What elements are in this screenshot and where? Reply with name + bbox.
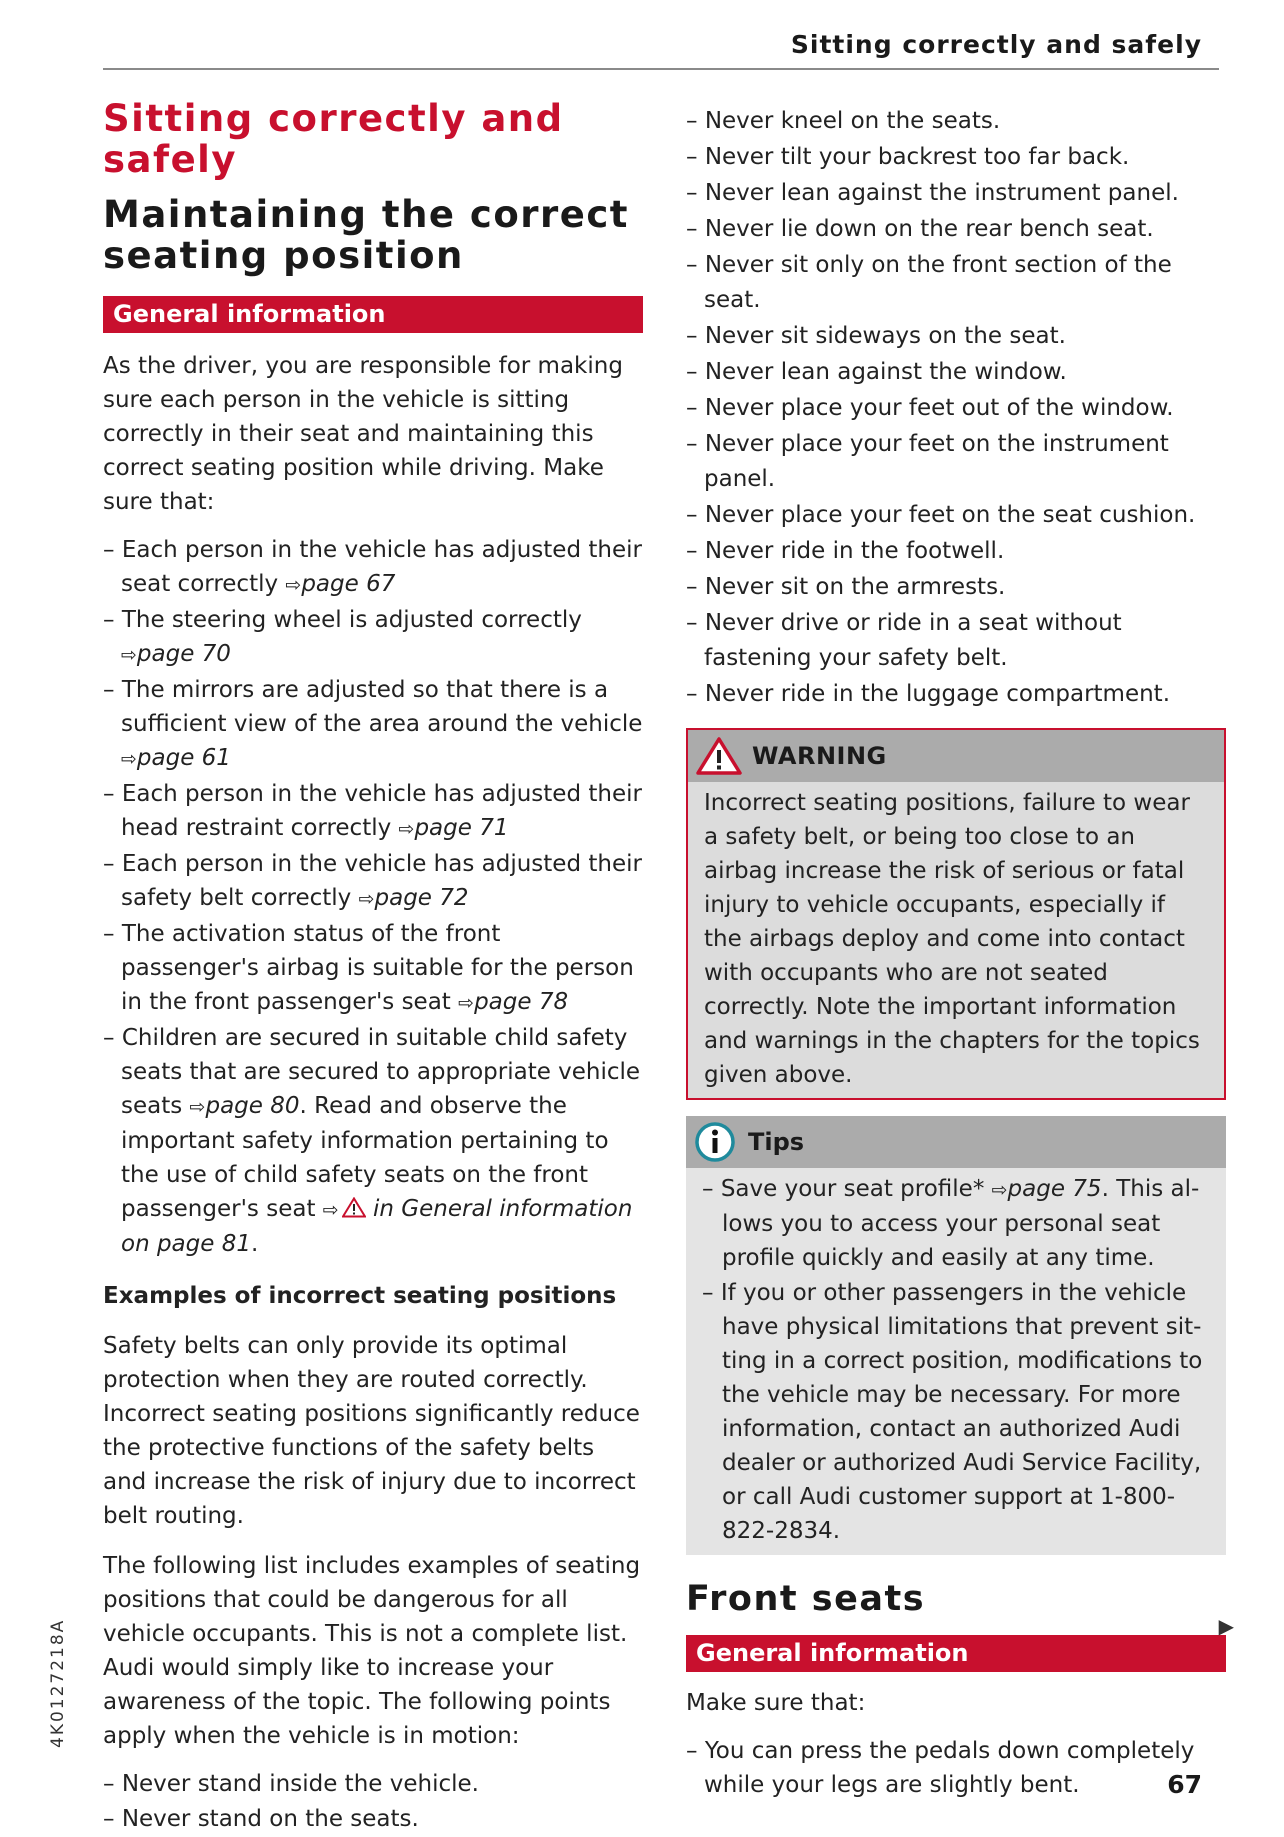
page-reference[interactable]: page 67 [301, 571, 396, 597]
warning-header [688, 730, 1224, 782]
list-item: – Each person in the vehicle has adjusted their seat correctly ⇨page 67 [103, 537, 642, 597]
never-list-left [103, 1767, 643, 1836]
examples-paragraph-2: The following list includes examples of seating positions that could be dangerous for all vehicle occupants. This is not a complete list. Audi would simply like to increase your awareness of the topic. The following points apply when the vehicle is in motion: [103, 1553, 641, 1749]
arrow-right-icon: ⇨ [458, 992, 475, 1014]
tips-body [686, 1168, 1226, 1555]
list-item: – Never place your feet on the instrument panel. [686, 431, 1169, 492]
list-item: – Each person in the vehicle has adjusted their safety belt correctly ⇨page 72 [103, 851, 642, 911]
list-item: – Never place your feet out of the window. [686, 395, 1174, 421]
continue-triangle-icon: ▶ [1218, 1614, 1234, 1638]
list-item: – Never sit on the armrests. [686, 574, 1006, 600]
tips-title: Tips [748, 1128, 805, 1156]
list-item: – Never sit sideways on the seat. [686, 323, 1066, 349]
page-reference[interactable]: page 80 [205, 1093, 300, 1119]
list-item: – Never stand inside the vehicle. [103, 1771, 479, 1797]
list-item: – Never ride in the luggage compartment. [686, 681, 1171, 707]
list-item: – Never tilt your backrest too far back. [686, 144, 1130, 170]
general-information-bar: General information [686, 1635, 1226, 1672]
list-item: – If you or other passengers in the vehicle have physical limitations that prevent sitting in a correct position, modifications to the vehicle may be necessary. For more information, contact an authorized Audi dealer or authorized Audi Service Facility, or call Audi customer support at 1-800-822-2834. [702, 1280, 1203, 1544]
never-list-right [686, 104, 1226, 712]
header-rule [103, 68, 1219, 70]
arrow-right-icon: ⇨ [322, 1199, 339, 1221]
examples-heading: Examples of incorrect seating positions [103, 1283, 617, 1309]
page-reference[interactable]: in General information on page 81 [121, 1196, 633, 1257]
arrow-right-icon: ⇨ [189, 1096, 206, 1118]
page-number: 67 [1167, 1770, 1202, 1799]
page-reference[interactable]: page 61 [136, 745, 231, 771]
arrow-right-icon: ⇨ [121, 748, 137, 770]
warning-triangle-icon [696, 736, 742, 776]
arrow-right-icon: ⇨ [121, 644, 137, 666]
page-reference[interactable]: page 71 [414, 815, 509, 841]
warning-box [686, 728, 1226, 1100]
arrow-right-icon: ⇨ [285, 574, 302, 596]
tips-list [702, 1172, 1212, 1548]
warning-text: Incorrect seating positions, failure to wear a safety belt, or being too close to an airbag increase the risk of serious or fatal injury to vehicle occupants, especially if the airbags deploy and come into contact with occupants who are not seated correctly. Note the important information and warnings in the chapters for the topics given above. [688, 782, 1224, 1098]
info-circle-icon [694, 1121, 736, 1163]
list-item: – Never lean against the instrument panel. [686, 180, 1179, 206]
document-code: 4K0127218A [48, 1618, 68, 1748]
list-item: – Each person in the vehicle has adjusted their head restraint correctly ⇨page 71 [103, 781, 642, 841]
list-item: – Never place your feet on the seat cushion. [686, 502, 1196, 528]
list-item: – Never sit only on the front section of the seat. [686, 252, 1172, 313]
page-reference[interactable]: page 75 [1007, 1176, 1102, 1202]
left-column [103, 98, 643, 1837]
list-item: – The mirrors are adjusted so that there is a sufficient view of the area around the vehicle ⇨page 61 [103, 677, 643, 771]
checklist [103, 533, 643, 1261]
arrow-right-icon: ⇨ [358, 888, 375, 910]
page-reference[interactable]: page 72 [374, 885, 469, 911]
tips-header [686, 1116, 1226, 1168]
warning-triangle-icon [342, 1197, 366, 1218]
list-item-children: – Children are secured in suitable child safety seats that are secured to appropriate vehicle seats ⇨page 80. Read and observe the important safety information pertaining to the use of child safety seats on the front passenger's seat ⇨ in General information on page 81. [103, 1025, 641, 1257]
page-reference[interactable]: page 70 [136, 641, 231, 667]
front-seats-title: Front seats [686, 1579, 926, 1619]
examples-paragraph-1: Safety belts can only provide its optimal protection when they are routed correctly. Incorrect seating positions significantly reduce the protective functions of the safety belts and increase the risk of injury due to incorrect belt routing. [103, 1333, 640, 1529]
tips-box [686, 1116, 1226, 1555]
list-item: – Never stand on the seats. [103, 1806, 419, 1832]
intro-paragraph: As the driver, you are responsible for making sure each person in the vehicle is sitting correctly in their seat and maintaining this correct seating position while driving. Make sure that: [103, 353, 623, 515]
list-item: – Save your seat profile* ⇨page 75. This allows you to access your personal seat profile quickly and easily at any time. [702, 1176, 1200, 1271]
list-item: – Never kneel on the seats. [686, 108, 1001, 134]
arrow-right-icon: ⇨ [991, 1179, 1008, 1201]
list-item: – You can press the pedals down completely while your legs are slightly bent. [686, 1738, 1195, 1798]
general-information-bar: General information [103, 296, 643, 333]
list-item: – Never lean against the window. [686, 359, 1067, 385]
list-item: – Never drive or ride in a seat without fastening your safety belt. [686, 610, 1122, 671]
arrow-right-icon: ⇨ [398, 818, 415, 840]
front-seats-list [686, 1734, 1226, 1802]
right-column [686, 104, 1226, 1803]
warning-title: WARNING [752, 742, 887, 770]
running-header: Sitting correctly and safely [790, 30, 1202, 59]
make-sure-text: Make sure that: [686, 1690, 866, 1716]
list-item: – The steering wheel is adjusted correctly ⇨page 70 [103, 607, 582, 667]
list-item: – Never lie down on the rear bench seat. [686, 216, 1154, 242]
list-item: – Never ride in the footwell. [686, 538, 1005, 564]
page-reference[interactable]: page 78 [474, 989, 569, 1015]
chapter-title: Sitting correctly and safely [103, 97, 564, 181]
list-item: – The activation status of the front passenger's airbag is suitable for the person in the front passenger's seat ⇨page 78 [103, 921, 634, 1015]
section-title: Maintaining the correct seating position [103, 193, 629, 277]
